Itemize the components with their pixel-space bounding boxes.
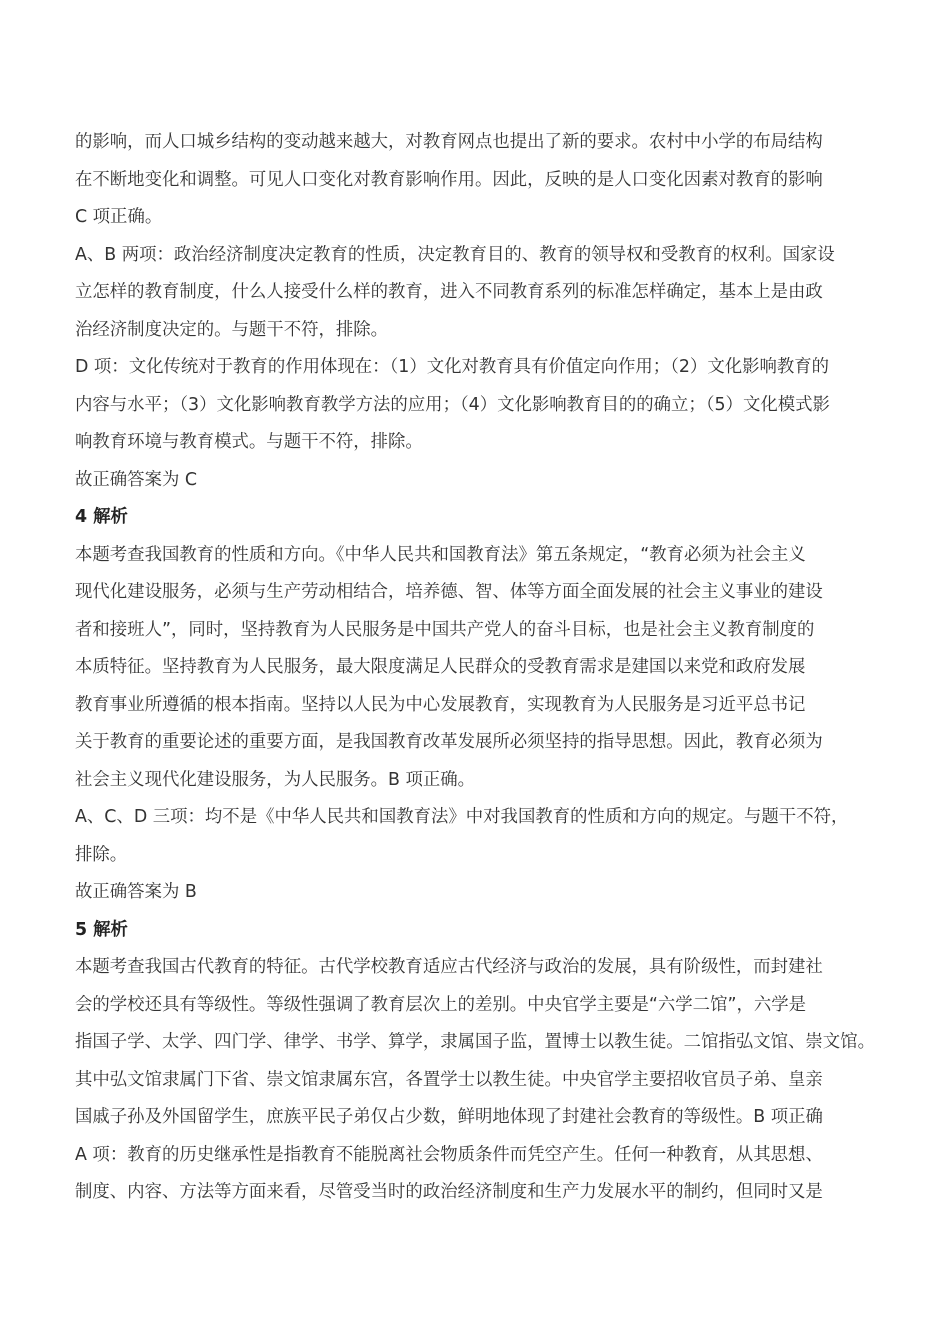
- text-line: C 项正确。: [75, 207, 163, 227]
- text-line: A、C、D 三项：均不是《中华人民共和国教育法》中对我国教育的性质和方向的规定。与题干不符，: [75, 807, 849, 827]
- text-line: 内容与水平；（3）文化影响教育教学方法的应用；（4）文化影响教育目的的确立；（5）文化模式影: [75, 394, 830, 415]
- text-line: A、B 两项：政治经济制度决定教育的性质，决定教育目的、教育的领导权和受教育的权利。国家设: [75, 244, 835, 265]
- text-line: 社会主义现代化建设服务，为人民服务。B 项正确。: [75, 769, 476, 790]
- text-line: 教育事业所遵循的根本指南。坚持以人民为中心发展教育，实现教育为人民服务是习近平总书记: [75, 694, 806, 715]
- text-line: 关于教育的重要论述的重要方面，是我国教育改革发展所必须坚持的指导思想。因此，教育必须为: [75, 732, 823, 752]
- text-line: 立怎样的教育制度，什么人接受什么样的教育，进入不同教育系列的标准怎样确定，基本上是由政: [75, 282, 823, 302]
- text-line: 的影响，而人口城乡结构的变动越来越大，对教育网点也提出了新的要求。农村中小学的布局结构: [75, 132, 823, 152]
- text-line: 者和接班人”，同时，坚持教育为人民服务是中国共产党人的奋斗目标，也是社会主义教育制度的: [75, 619, 815, 640]
- text-line: 制度、内容、方法等方面来看，尽管受当时的政治经济制度和生产力发展水平的制约，但同时又是: [75, 1182, 823, 1202]
- text-line: 指国子学、太学、四门学、律学、书学、算学，隶属国子监，置博士以教生徒。二馆指弘文馆、崇文馆。: [75, 1032, 875, 1052]
- text-line: 会的学校还具有等级性。等级性强调了教育层次上的差别。中央官学主要是“六学二馆”，六学是: [75, 994, 807, 1015]
- text-line: 治经济制度决定的。与题干不符，排除。: [75, 319, 389, 340]
- text-line: 国戚子孙及外国留学生，庶族平民子弟仅占少数，鲜明地体现了封建社会教育的等级性。B 项正确: [75, 1107, 823, 1127]
- text-line: 在不断地变化和调整。可见人口变化对教育影响作用。因此，反映的是人口变化因素对教育的影响: [75, 169, 823, 190]
- text-line: D 项：文化传统对于教育的作用体现在：（1）文化对教育具有价值定向作用；（2）文化影响教育的: [75, 357, 830, 377]
- text-line: A 项：教育的历史继承性是指教育不能脱离社会物质条件而凭空产生。任何一种教育，从其思想、: [75, 1144, 823, 1165]
- text-line: 现代化建设服务，必须与生产劳动相结合，培养德、智、体等方面全面发展的社会主义事业的建设: [75, 582, 823, 602]
- text-line: 本题考查我国教育的性质和方向。《中华人民共和国教育法》第五条规定，“教育必须为社会主义: [75, 544, 806, 565]
- text-line: 故正确答案为 B: [75, 882, 197, 902]
- text-line: 本题考查我国古代教育的特征。古代学校教育适应古代经济与政治的发展，具有阶级性，而封建社: [75, 957, 823, 977]
- section-heading: 5 解析: [75, 919, 128, 940]
- text-line: 其中弘文馆隶属门下省、崇文馆隶属东宫，各置学士以教生徒。中央官学主要招收官员子弟、皇亲: [75, 1069, 823, 1090]
- text-line: 故正确答案为 C: [75, 469, 198, 490]
- text-line: 本质特征。坚持教育为人民服务，最大限度满足人民群众的受教育需求是建国以来党和政府发展: [75, 657, 806, 677]
- text-line: 响教育环境与教育模式。与题干不符，排除。: [75, 432, 423, 452]
- document-body: [75, 124, 880, 1212]
- section-heading: 4 解析: [75, 507, 128, 527]
- text-line: 排除。: [75, 844, 128, 865]
